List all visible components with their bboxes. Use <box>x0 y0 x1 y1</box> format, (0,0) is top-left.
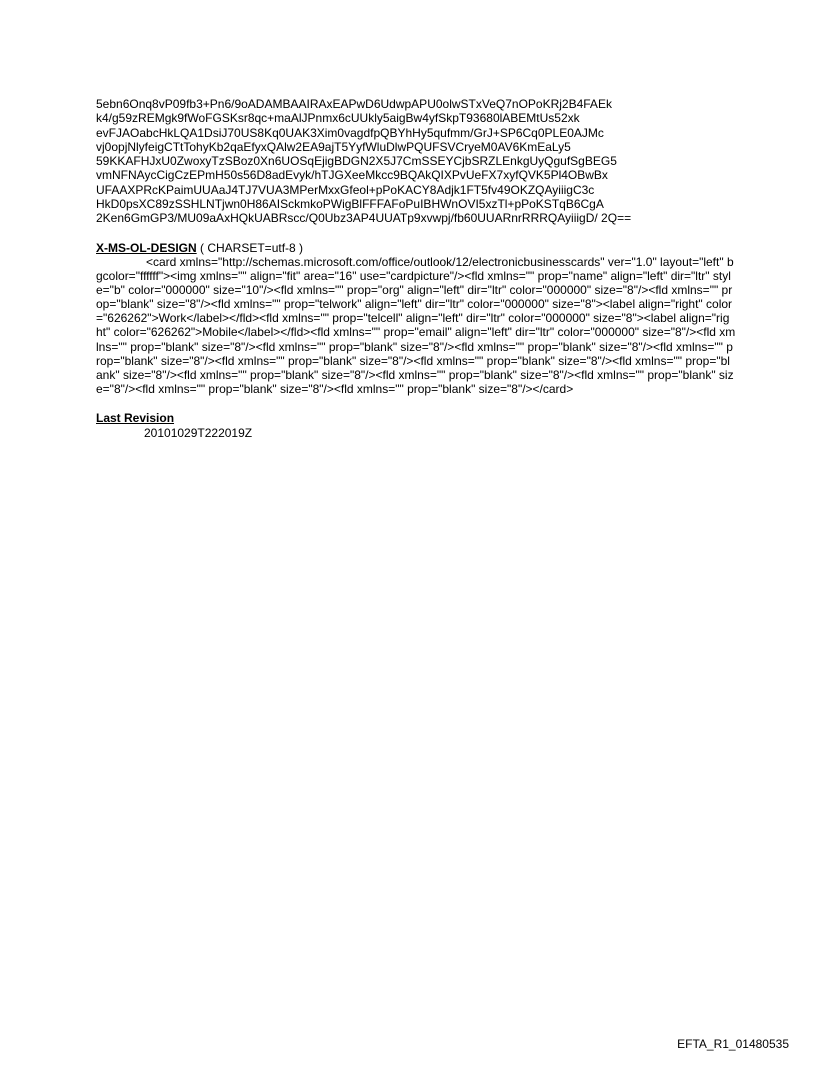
revision-value: 20101029T222019Z <box>144 426 253 441</box>
design-label: X-MS-OL-DESIGN <box>96 240 197 255</box>
base64-line: evFJAOabcHkLQA1DsiJ70US8Kq0UAK3Xim0vagdfpQBYhHy5qufmm/GrJ+SP6Cq0PLE0AJMc <box>96 125 604 140</box>
base64-line: vj0opjNlyfeigCTtTohyKb2qaEfyxQAlw2EA9ajT5YyfWluDlwPQUFSVCryeM0AV6KmEaLy5 <box>96 139 571 154</box>
revision-section <box>96 411 736 441</box>
design-section <box>96 241 736 396</box>
base64-line: k4/g59zREMgk9fWoFGSKsr8qc+maAlJPnmx6cUUkly5aigBw4yfSkpT93680lABEMtUs52xk <box>96 111 580 126</box>
base64-line: vmNFNAycCigCzEPmH50s56D8adEvyk/hTJGXeeMkcc9BQAkQIXPvUeFX7xyfQVK5Pl4OBwBx <box>96 168 608 183</box>
photo-base64-data <box>96 97 736 226</box>
base64-line: HkD0psXC89zSSHLNTjwn0H86AISckmkoPWigBlFFFAFoPuIBHWnOVI5xzTl+pPoKSTqB6CgA <box>96 197 604 212</box>
revision-label: Last Revision <box>96 410 175 425</box>
document-id: EFTA_R1_01480535 <box>677 1037 789 1051</box>
design-heading <box>96 241 736 255</box>
design-params: ( CHARSET=utf-8 ) <box>200 240 304 255</box>
base64-line: UFAAXPRcKPaimUUAaJ4TJ7VUA3MPerMxxGfeol+pPoKACY8Adjk1FT5fv49OKZQAyiiigC3c <box>96 182 595 197</box>
base64-line: 5ebn6Onq8vP09fb3+Pn6/9oADAMBAAIRAxEAPwD6UdwpAPU0olwSTxVeQ7nOPoKRj2B4FAEk <box>96 97 612 111</box>
design-value: <card xmlns="http://schemas.microsoft.com/office/outlook/12/electronicbusinesscards" ver="1.0" layout="left" bgcolor="ffffff"><img xmlns="" align="fit" area="16" use="cardpicture"/><fld xmlns="" prop="name" align="left" dir="ltr" style="b" color="000000" size="10"/><fld xmlns="" prop="org" align="left" dir="ltr" color="000000" size="8"/><fld xmlns="" prop="blank" size="8"/><fld xmlns="" prop="telwork" align="left" dir="ltr" color="000000" size="8"><label align="right" color="626262">Work</label></fld><fld xmlns="" prop="telcell" align="left" dir="ltr" color="000000" size="8"><label align="right" color="626262">Mobile</label></fld><fld xmlns="" prop="email" align="left" dir="ltr" color="000000" size="8"/><fld xmlns="" prop="blank" size="8"/><fld xmlns="" prop="blank" size="8"/><fld xmlns="" prop="blank" size="8"/><fld xmlns="" prop="blank" size="8"/><fld xmlns="" prop="blank" size="8"/><fld xmlns="" prop="blank" size="8"/><fld xmlns="" prop="blank" size="8"/><fld xmlns="" prop="blank" size="8"/><fld xmlns="" prop="blank" size="8"/><fld xmlns="" prop="blank" size="8"/><fld xmlns="" prop="blank" size="8"/><fld xmlns="" prop="blank" size="8"/></card> <box>96 254 736 396</box>
base64-line: 59KKAFHJxU0ZwoxyTzSBoz0Xn6UOSqEjigBDGN2X5J7CmSSEYCjbSRZLEnkgUyQgufSgBEG5 <box>96 154 617 169</box>
document-page <box>96 97 736 441</box>
base64-line: 2Ken6GmGP3/MU09aAxHQkUABRscc/Q0Ubz3AP4UUATp9xvwpj/fb60UUARnrRRRQAyiiigD/ 2Q== <box>96 211 632 226</box>
revision-heading <box>96 411 736 425</box>
